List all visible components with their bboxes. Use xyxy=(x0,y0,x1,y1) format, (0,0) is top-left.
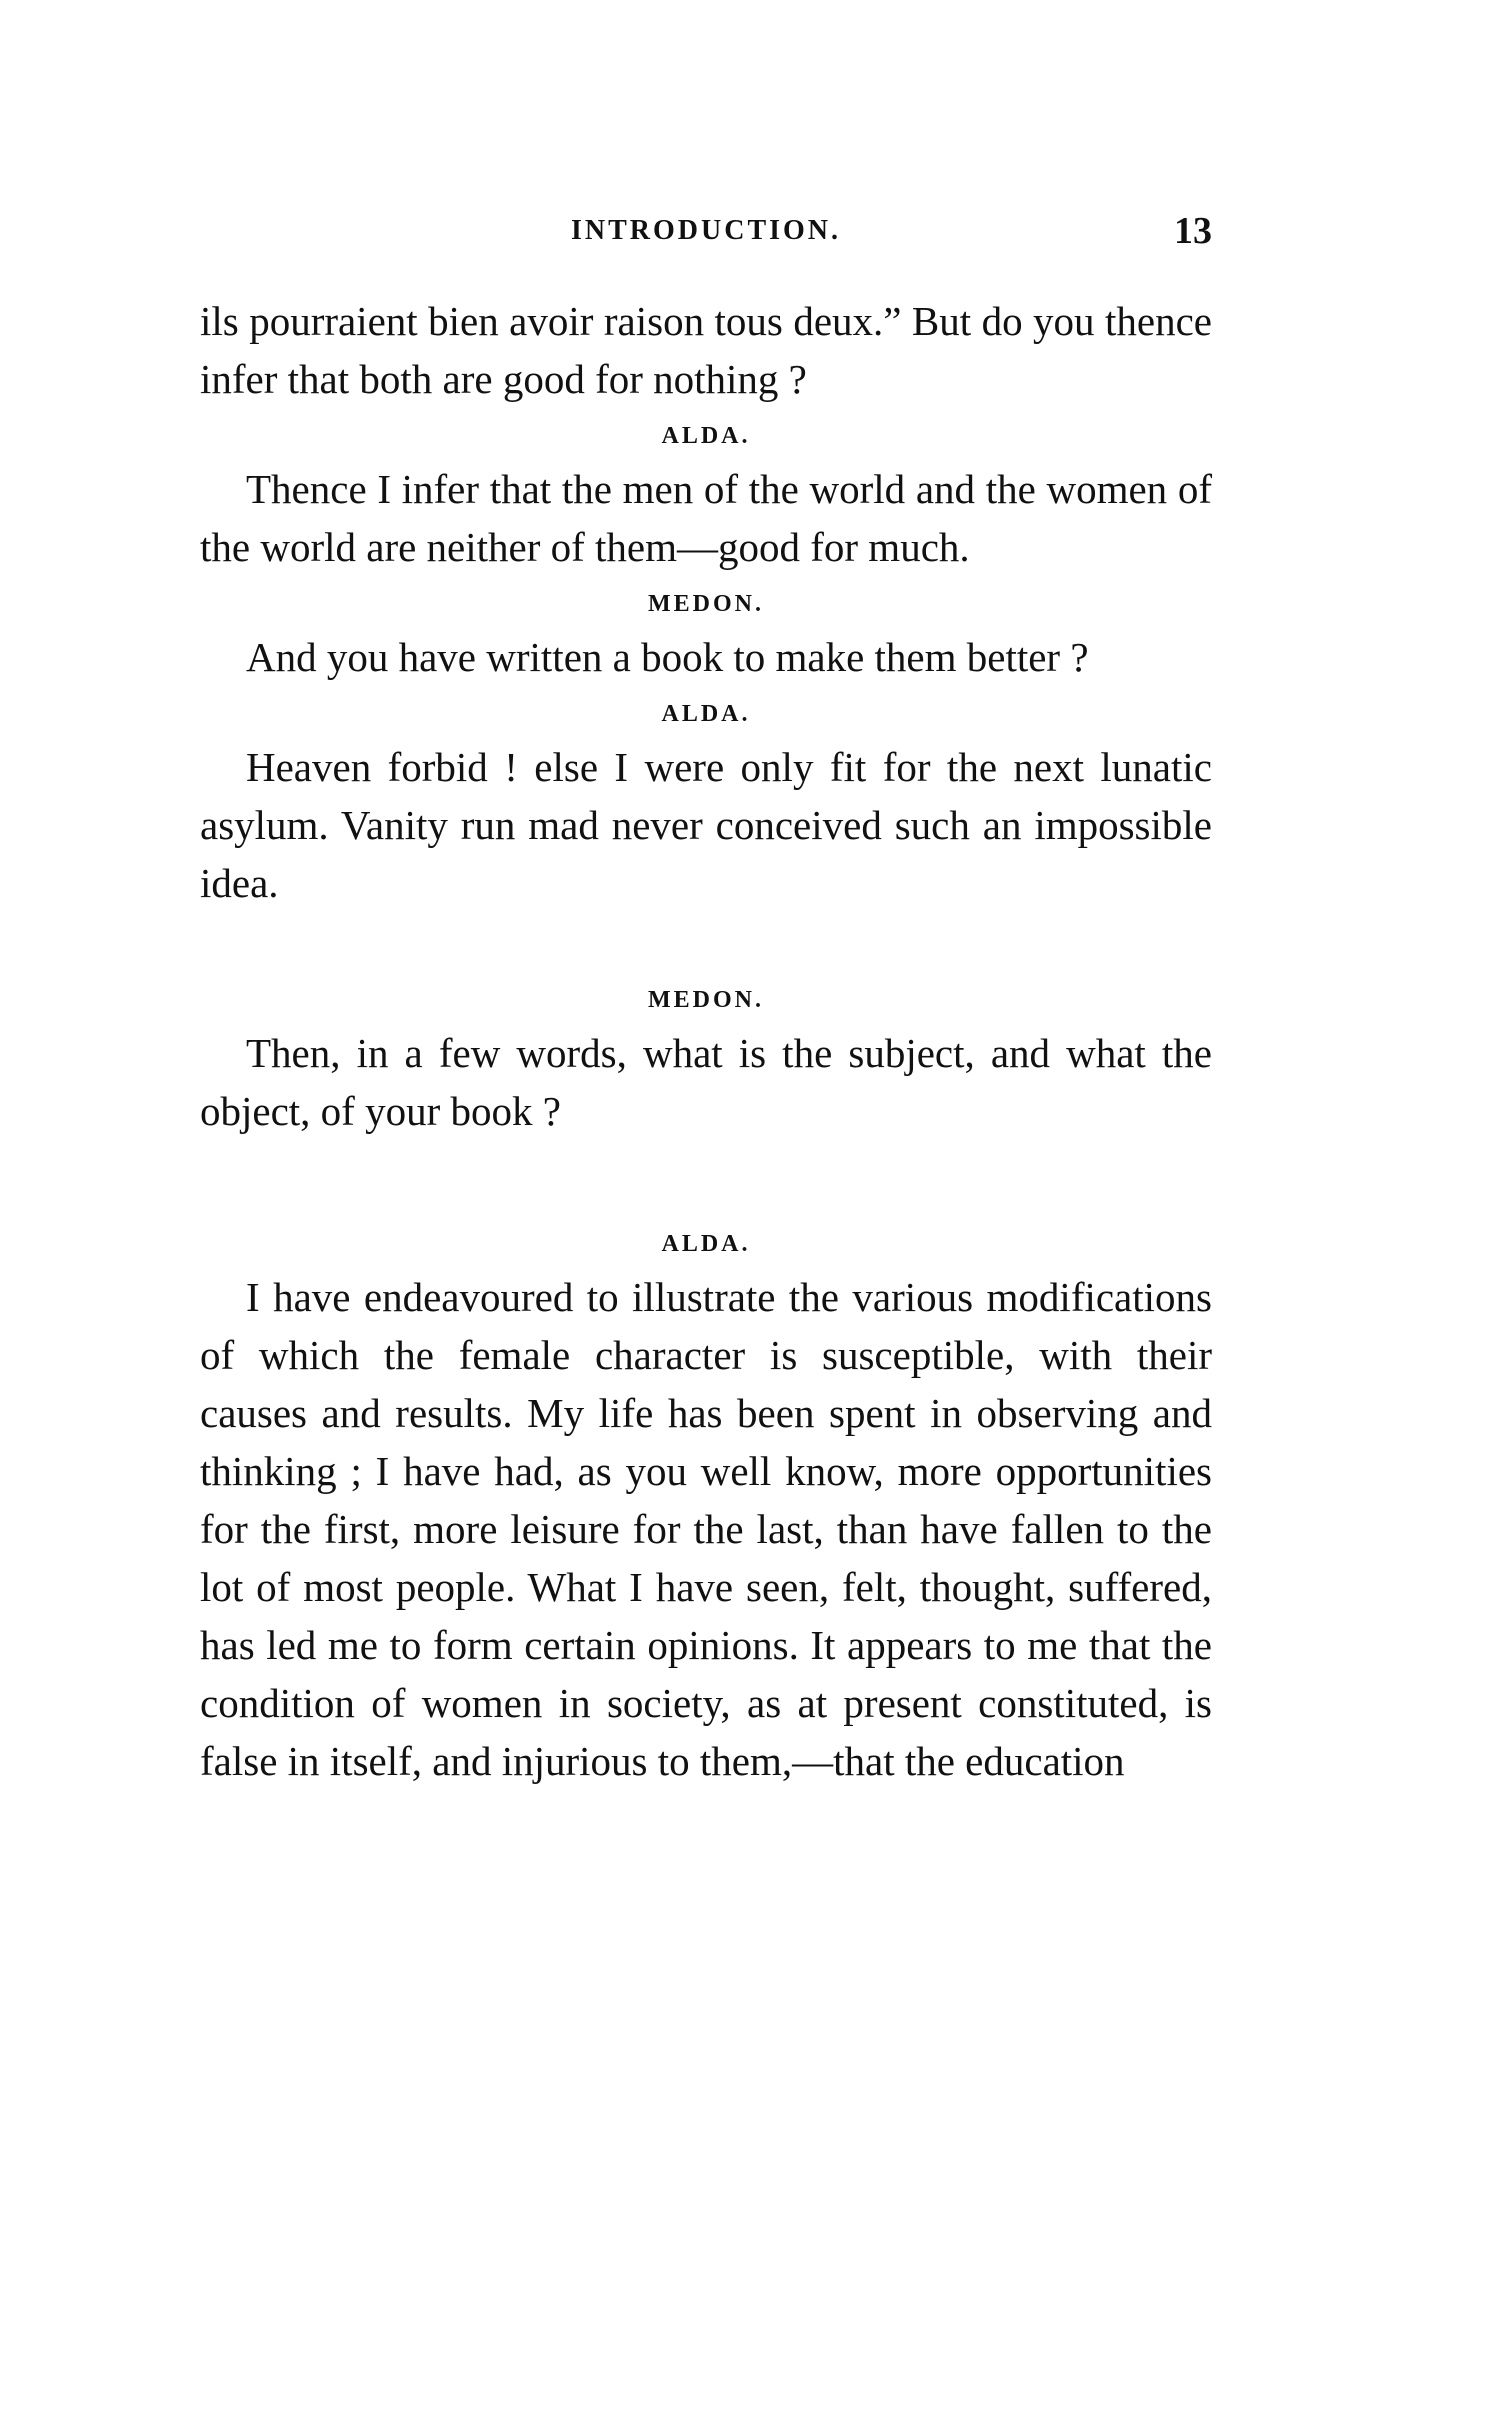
paragraph-medon-2: Then, in a few words, what is the subject, and what the object, of your book ? xyxy=(200,1030,1212,1134)
paragraph-continuation: ils pourraient bien avoir raison tous deux.” But do you thence infer that both are good for nothing ? xyxy=(200,298,1212,402)
paragraph-alda-3: I have endeavoured to illustrate the various modifications of which the female character is susceptible, with their causes and results. My life has been spent in observing and thinking ; I have had, as you well know, more opportunities for the first, more leisure for the last, than have fallen to the lot of most people. What I have seen, felt, thought, suffered, has led me to form certain opinions. It appears to me that the condition of women in society, as at present constituted, is false in itself, and injurious to them,—that the education xyxy=(200,1274,1212,1784)
speaker-medon: MEDON. xyxy=(648,987,764,1013)
speaker-alda: ALDA. xyxy=(661,1231,751,1257)
paragraph-alda-1: Thence I infer that the men of the world and the women of the world are neither of them—good for much. xyxy=(200,466,1212,570)
running-title: INTRODUCTION. xyxy=(570,215,842,246)
body-text xyxy=(200,292,1212,1790)
paragraph-medon-1: And you have written a book to make them better ? xyxy=(246,634,1089,680)
page-number: 13 xyxy=(1174,210,1212,252)
speaker-alda: ALDA. xyxy=(661,701,751,727)
speaker-alda: ALDA. xyxy=(661,423,751,449)
paragraph-alda-2: Heaven forbid ! else I were only fit for the next lunatic asylum. Vanity run mad never conceived such an impossible idea. xyxy=(200,744,1212,906)
running-head xyxy=(200,206,1212,256)
speaker-medon: MEDON. xyxy=(648,591,764,617)
